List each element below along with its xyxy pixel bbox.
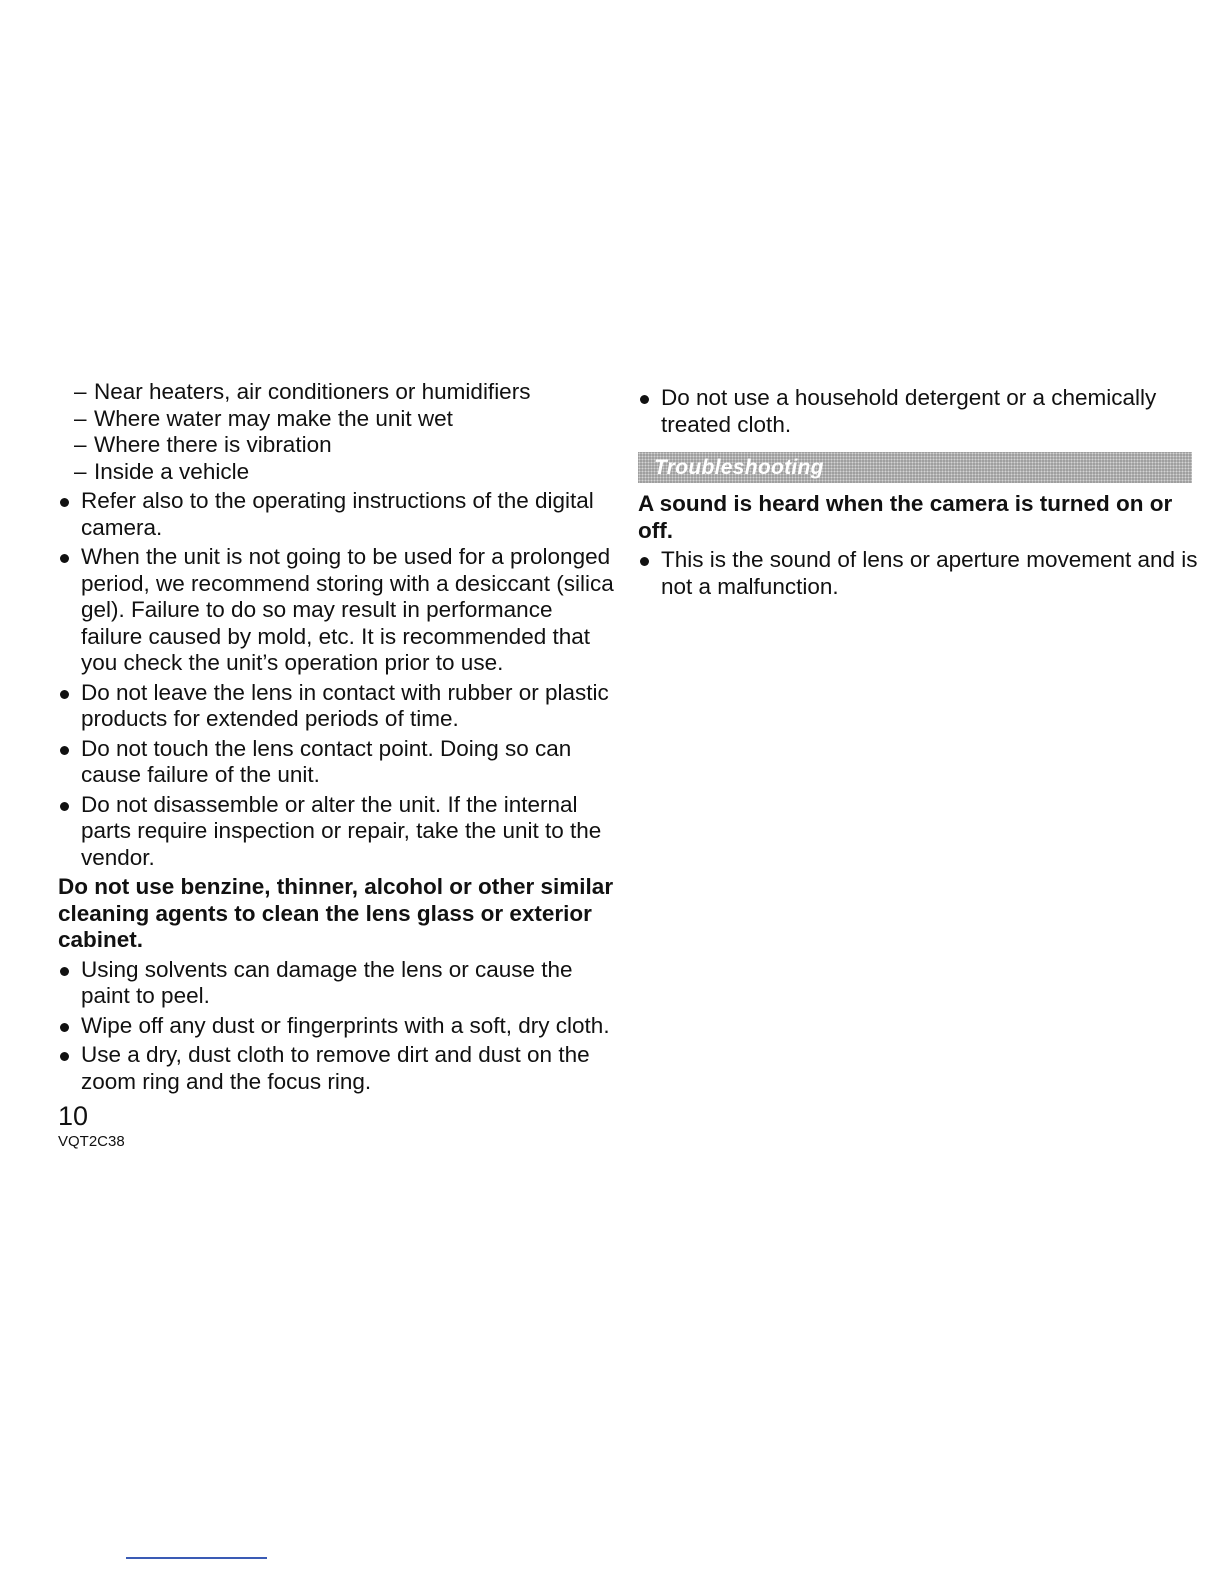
dash-item: – Near heaters, air conditioners or humidifiers	[58, 379, 614, 406]
bullet-item: Refer also to the operating instructions of the digital camera.	[58, 488, 614, 541]
dash-item: – Inside a vehicle	[58, 459, 614, 486]
bullet-item: Do not touch the lens contact point. Doing so can cause failure of the unit.	[58, 736, 614, 789]
bullet-item: When the unit is not going to be used for a prolonged period, we recommend storing with a desiccant (silica gel). Failure to do so may result in performance failure caused by mold, etc. It is recommended that you check the unit’s operation prior to use.	[58, 544, 614, 677]
bullet-item: This is the sound of lens or aperture movement and is not a malfunction.	[638, 547, 1198, 600]
bullet-item: Wipe off any dust or fingerprints with a soft, dry cloth.	[58, 1013, 614, 1040]
cleaning-heading: Do not use benzine, thinner, alcohol or other similar cleaning agents to clean the lens glass or exterior cabinet.	[58, 874, 614, 952]
section-title: Troubleshooting	[654, 455, 824, 479]
document-code: VQT2C38	[58, 1133, 125, 1150]
bullet-item: Do not use a household detergent or a chemically treated cloth.	[638, 385, 1198, 438]
page-number: 10	[58, 1101, 89, 1131]
bullet-item: Using solvents can damage the lens or cause the paint to peel.	[58, 957, 614, 1010]
left-column	[58, 379, 614, 1151]
bullet-item: Do not leave the lens in contact with rubber or plastic products for extended periods of time.	[58, 680, 614, 733]
troubleshooting-question: A sound is heard when the camera is turned on or off.	[638, 491, 1173, 543]
section-header-bar	[638, 452, 1192, 483]
right-column	[638, 385, 1198, 600]
footer-rule	[126, 1557, 267, 1559]
dash-item: – Where there is vibration	[58, 432, 614, 459]
bullet-item: Do not disassemble or alter the unit. If the internal parts require inspection or repair, take the unit to the vendor.	[58, 792, 614, 872]
bullet-item: Use a dry, dust cloth to remove dirt and dust on the zoom ring and the focus ring.	[58, 1042, 614, 1095]
dash-item: – Where water may make the unit wet	[58, 406, 614, 433]
